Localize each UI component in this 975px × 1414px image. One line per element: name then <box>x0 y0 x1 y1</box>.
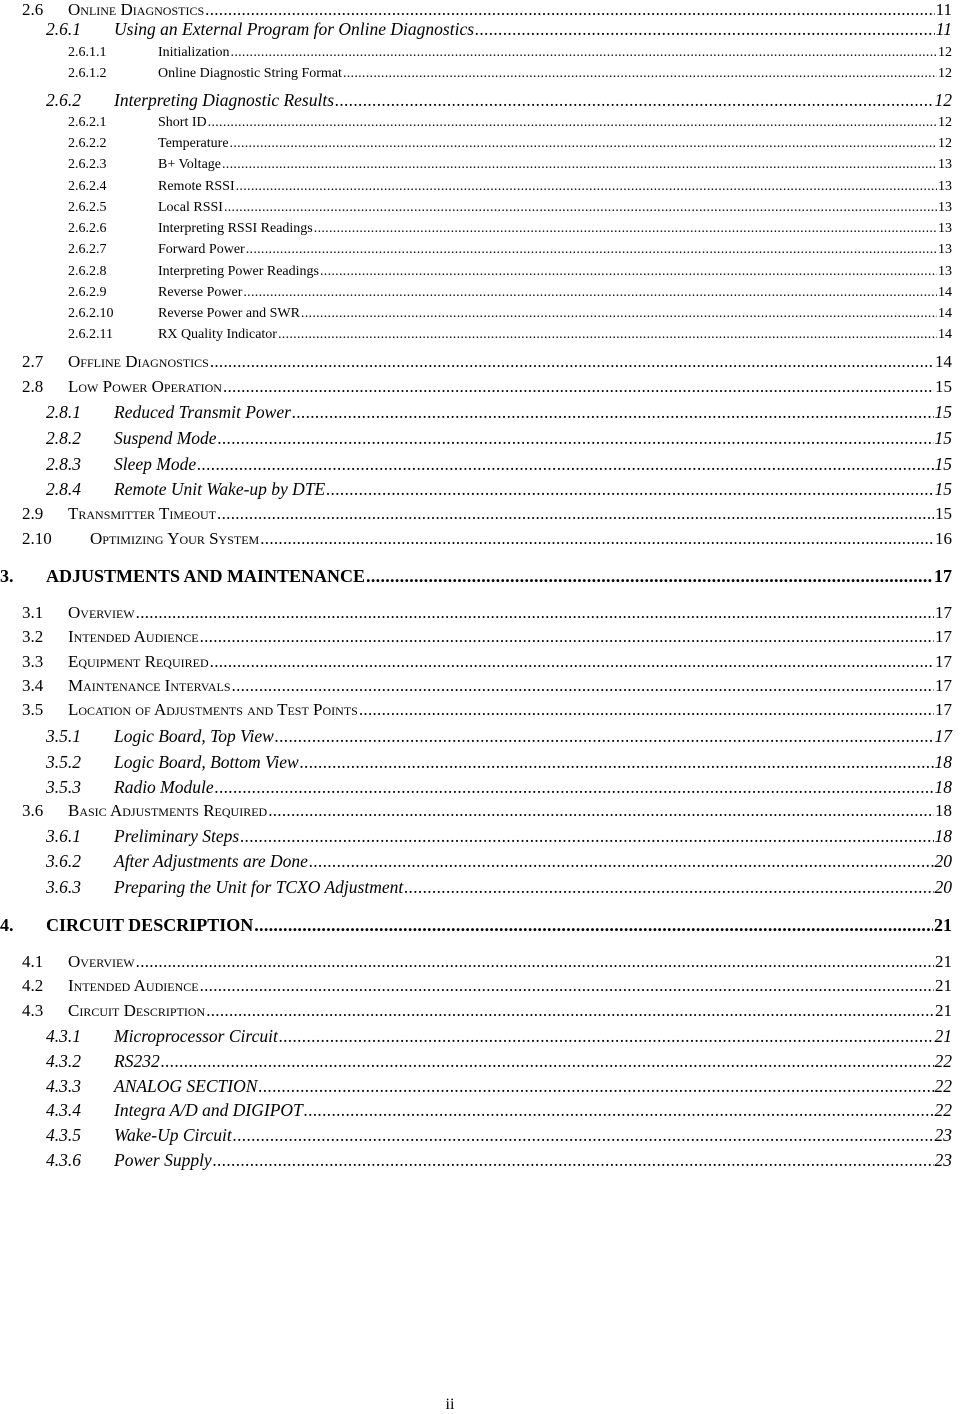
toc-entry-title: Logic Board, Bottom View <box>114 752 299 772</box>
dot-leader <box>243 285 937 301</box>
toc-entry-3-5-1[interactable] <box>46 726 952 747</box>
toc-entry-4-3-4[interactable] <box>46 1100 952 1121</box>
toc-entry-page: 13 <box>938 242 952 257</box>
toc-entry-page: 17 <box>935 676 952 695</box>
toc-entry-number: 3.6.3 <box>46 877 81 897</box>
toc-entry-page: 18 <box>934 752 952 772</box>
toc-entry-title: Maintenance Intervals <box>68 676 231 695</box>
dot-leader <box>231 45 937 61</box>
toc-entry-number: 3.5 <box>22 700 44 719</box>
toc-entry-4-3-3[interactable] <box>46 1076 952 1097</box>
toc-entry-page: 21 <box>934 915 952 935</box>
dot-leader <box>215 777 934 798</box>
dot-leader <box>222 157 937 173</box>
toc-entry-2-8-4[interactable] <box>46 479 952 500</box>
toc-entry-2-9[interactable] <box>22 504 952 524</box>
toc-entry-title: Reduced Transmit Power <box>114 402 291 422</box>
toc-entry-2-6-2-5[interactable] <box>68 200 952 216</box>
toc-entry-title: Initialization <box>158 45 230 60</box>
dot-leader <box>233 1125 934 1146</box>
toc-entry-2-6-1[interactable] <box>46 19 952 40</box>
toc-entry-3-5-3[interactable] <box>46 777 952 798</box>
toc-entry-page: 17 <box>934 726 952 746</box>
dot-leader <box>230 136 937 152</box>
toc-entry-number: 2.6.2.8 <box>68 264 107 279</box>
toc-entry-number: 2.6.1.1 <box>68 45 107 60</box>
toc-entry-4-2[interactable] <box>22 976 952 996</box>
dot-leader <box>200 627 934 647</box>
toc-entry-page: 12 <box>938 136 952 151</box>
toc-entry-number: 2.10 <box>22 529 52 548</box>
toc-entry-page: 15 <box>934 454 952 474</box>
toc-entry-4-3-6[interactable] <box>46 1150 952 1171</box>
dot-leader <box>240 826 933 847</box>
toc-entry-2-7[interactable] <box>22 352 952 372</box>
dot-leader <box>236 179 937 195</box>
toc-entry-2-6-1-2[interactable] <box>68 66 952 82</box>
toc-entry-title: Forward Power <box>158 242 245 257</box>
toc-entry-title: Basic Adjustments Required <box>68 801 268 820</box>
toc-entry-page: 11 <box>935 19 952 39</box>
toc-entry-4-3-1[interactable] <box>46 1026 952 1047</box>
toc-entry-number: 4.2 <box>22 976 44 995</box>
dot-leader <box>208 115 937 131</box>
toc-entry-number: 4.1 <box>22 952 44 971</box>
toc-entry-number: 2.6.2.2 <box>68 136 107 151</box>
dot-leader <box>320 264 937 280</box>
dot-leader <box>314 221 937 237</box>
toc-entry-page: 14 <box>938 327 952 342</box>
toc-entry-number: 2.6.2.1 <box>68 115 107 130</box>
dot-leader <box>217 504 934 524</box>
toc-entry-number: 2.6.2.4 <box>68 179 107 194</box>
dot-leader <box>326 479 933 500</box>
toc-entry-title: Sleep Mode <box>114 454 197 474</box>
toc-entry-page: 15 <box>934 428 952 448</box>
dot-leader <box>343 66 937 82</box>
toc-entry-title: Interpreting RSSI Readings <box>158 221 313 236</box>
dot-leader <box>292 402 934 423</box>
toc-entry-number: 4.3.1 <box>46 1026 81 1046</box>
dot-leader <box>300 752 934 773</box>
toc-entry-2-6-2-11[interactable] <box>68 327 952 343</box>
toc-entry-page: 18 <box>934 826 952 846</box>
toc-entry-number: 2.8.1 <box>46 402 81 422</box>
toc-entry-2-10[interactable] <box>22 529 952 549</box>
toc-entry-3-5-2[interactable] <box>46 752 952 773</box>
toc-entry-title: Interpreting Power Readings <box>158 264 319 279</box>
dot-leader <box>475 19 935 40</box>
dot-leader <box>260 529 934 549</box>
toc-entry-page: 21 <box>935 1001 952 1020</box>
toc-entry-page: 14 <box>935 352 952 371</box>
toc-entry-number: 4.3.4 <box>46 1100 81 1120</box>
toc-entry-number: 3.4 <box>22 676 44 695</box>
toc-entry-title: Integra A/D and DIGIPOT <box>114 1100 303 1120</box>
toc-entry-number: 2.8.2 <box>46 428 81 448</box>
toc-entry-title: Intended Audience <box>68 627 199 646</box>
toc-entry-number: 2.6.1 <box>46 19 81 39</box>
toc-entry-title: CIRCUIT DESCRIPTION <box>46 915 254 935</box>
toc-entry-page: 16 <box>935 529 952 548</box>
toc-entry-2-6-2-3[interactable] <box>68 157 952 173</box>
toc-entry-title: Transmitter Timeout <box>68 504 217 523</box>
toc-entry-title: Offline Diagnostics <box>68 352 209 371</box>
dot-leader <box>366 566 933 587</box>
dot-leader <box>278 327 937 343</box>
toc-entry-title: ANALOG SECTION <box>114 1076 258 1096</box>
toc-entry-3-2[interactable] <box>22 627 952 647</box>
toc-entry-page: 20 <box>934 851 952 871</box>
toc-entry-2-6-2-4[interactable] <box>68 179 952 195</box>
toc-entry-2-6-2-10[interactable] <box>68 306 952 322</box>
toc-entry-title: Overview <box>68 952 135 971</box>
toc-entry-title: Power Supply <box>114 1150 212 1170</box>
toc-entry-title: ADJUSTMENTS AND MAINTENANCE <box>46 566 366 586</box>
toc-entry-page: 20 <box>934 877 952 897</box>
toc-entry-number: 4.3 <box>22 1001 44 1020</box>
toc-entry-2-6[interactable] <box>22 0 952 20</box>
toc-entry-2-6-2-2[interactable] <box>68 136 952 152</box>
toc-entry-3-3[interactable] <box>22 652 952 672</box>
dot-leader <box>404 877 933 898</box>
toc-entry-3[interactable] <box>0 566 952 587</box>
toc-entry-number: 2.7 <box>22 352 44 371</box>
dot-leader <box>205 0 934 20</box>
toc-entry-3-6-1[interactable] <box>46 826 952 847</box>
toc-entry-title: Location of Adjustments and Test Points <box>68 700 358 719</box>
toc-entry-number: 2.6 <box>22 0 44 19</box>
toc-entry-2-6-2-8[interactable] <box>68 264 952 280</box>
toc-entry-page: 15 <box>934 479 952 499</box>
toc-entry-3-6-2[interactable] <box>46 851 952 872</box>
toc-entry-title: Short ID <box>158 115 207 130</box>
toc-entry-number: 2.8 <box>22 377 44 396</box>
dot-leader <box>246 242 937 258</box>
toc-entry-title: Wake-Up Circuit <box>114 1125 232 1145</box>
toc-entry-page: 14 <box>938 306 952 321</box>
toc-entry-number: 2.6.2.5 <box>68 200 107 215</box>
toc-entry-page: 22 <box>934 1051 952 1071</box>
toc-entry-page: 13 <box>938 157 952 172</box>
toc-entry-page: 12 <box>934 90 952 110</box>
toc-entry-page: 12 <box>938 66 952 81</box>
toc-entry-2-8[interactable] <box>22 377 952 397</box>
toc-entry-page: 18 <box>935 801 952 820</box>
dot-leader <box>268 801 934 821</box>
dot-leader <box>254 915 933 936</box>
toc-entry-number: 3.1 <box>22 603 44 622</box>
toc-entry-title: Circuit Description <box>68 1001 206 1020</box>
toc-entry-page: 21 <box>935 952 952 971</box>
dot-leader <box>258 1076 933 1097</box>
toc-entry-page: 13 <box>938 264 952 279</box>
dot-leader <box>200 976 934 996</box>
dot-leader <box>335 90 933 111</box>
toc-entry-title: Reverse Power <box>158 285 243 300</box>
toc-entry-title: Interpreting Diagnostic Results <box>114 90 335 110</box>
toc-entry-title: Remote Unit Wake-up by DTE <box>114 479 326 499</box>
toc-entry-2-6-1-1[interactable] <box>68 45 952 61</box>
toc-entry-page: 15 <box>934 402 952 422</box>
toc-entry-page: 12 <box>938 115 952 130</box>
toc-entry-number: 3.3 <box>22 652 44 671</box>
toc-entry-title: Reverse Power and SWR <box>158 306 300 321</box>
toc-entry-page: 23 <box>934 1150 952 1170</box>
toc-entry-page: 11 <box>935 0 952 19</box>
toc-entry-4[interactable] <box>0 915 952 936</box>
toc-entry-title: Equipment Required <box>68 652 209 671</box>
toc-entry-2-6-2-1[interactable] <box>68 115 952 131</box>
toc-entry-3-1[interactable] <box>22 603 952 623</box>
toc-entry-page: 15 <box>935 504 952 523</box>
toc-entry-number: 4.3.3 <box>46 1076 81 1096</box>
toc-entry-page: 22 <box>934 1076 952 1096</box>
toc-entry-2-6-2[interactable] <box>46 90 952 111</box>
dot-leader <box>309 851 934 872</box>
toc-entry-page: 15 <box>935 377 952 396</box>
toc-entry-page: 17 <box>935 652 952 671</box>
toc-entry-title: Preparing the Unit for TCXO Adjustment <box>114 877 404 897</box>
toc-entry-number: 2.8.4 <box>46 479 81 499</box>
toc-entry-page: 13 <box>938 200 952 215</box>
dot-leader <box>197 454 933 475</box>
toc-entry-title: Preliminary Steps <box>114 826 240 846</box>
toc-entry-title: Online Diagnostic String Format <box>158 66 342 81</box>
toc-entry-page: 17 <box>935 627 952 646</box>
toc-entry-title: Low Power Operation <box>68 377 222 396</box>
toc-entry-page: 13 <box>938 221 952 236</box>
toc-entry-number: 3.2 <box>22 627 44 646</box>
toc-entry-page: 13 <box>938 179 952 194</box>
toc-entry-3-6[interactable] <box>22 801 952 821</box>
toc-entry-number: 2.6.2.10 <box>68 306 114 321</box>
toc-entry-number: 2.6.2.7 <box>68 242 107 257</box>
toc-entry-title: Overview <box>68 603 135 622</box>
toc-entry-4-3-2[interactable] <box>46 1051 952 1072</box>
toc-entry-number: 2.6.1.2 <box>68 66 107 81</box>
dot-leader <box>206 1001 934 1021</box>
toc-entry-title: After Adjustments are Done <box>114 851 308 871</box>
dot-leader <box>301 306 937 322</box>
toc-entry-title: B+ Voltage <box>158 157 221 172</box>
toc-entry-title: RS232 <box>114 1051 160 1071</box>
toc-entry-number: 3.6 <box>22 801 44 820</box>
toc-entry-title: Local RSSI <box>158 200 223 215</box>
toc-entry-title: Using an External Program for Online Diagnostics <box>114 19 475 39</box>
dot-leader <box>232 676 934 696</box>
dot-leader <box>213 1150 934 1171</box>
toc-entry-title: Microprocessor Circuit <box>114 1026 278 1046</box>
toc-entry-title: Logic Board, Top View <box>114 726 274 746</box>
toc-entry-title: Temperature <box>158 136 229 151</box>
toc-entry-number: 3.6.1 <box>46 826 81 846</box>
dot-leader <box>275 726 934 747</box>
dot-leader <box>279 1026 934 1047</box>
toc-entry-number: 2.6.2.6 <box>68 221 107 236</box>
toc-entry-number: 3.5.3 <box>46 777 81 797</box>
toc-entry-number: 2.6.2.11 <box>68 327 113 342</box>
toc-entry-2-6-2-7[interactable] <box>68 242 952 258</box>
toc-entry-3-4[interactable] <box>22 676 952 696</box>
dot-leader <box>359 700 934 720</box>
toc-entry-number: 2.6.2 <box>46 90 81 110</box>
dot-leader <box>210 352 934 372</box>
toc-entry-number: 3.5.1 <box>46 726 81 746</box>
toc-entry-title: RX Quality Indicator <box>158 327 277 342</box>
dot-leader <box>223 377 934 397</box>
toc-entry-number: 2.6.2.3 <box>68 157 107 172</box>
toc-entry-page: 21 <box>934 1026 952 1046</box>
toc-entry-page: 17 <box>934 566 952 586</box>
toc-entry-number: 2.9 <box>22 504 44 523</box>
toc-entry-page: 21 <box>935 976 952 995</box>
toc-entry-number: 2.8.3 <box>46 454 81 474</box>
toc-entry-title: Radio Module <box>114 777 214 797</box>
toc-entry-4-1[interactable] <box>22 952 952 972</box>
toc-entry-2-6-2-9[interactable] <box>68 285 952 301</box>
toc-entry-page: 17 <box>935 700 952 719</box>
toc-entry-4-3-5[interactable] <box>46 1125 952 1146</box>
page-number: ii <box>445 1396 455 1413</box>
toc-entry-number: 4.3.5 <box>46 1125 81 1145</box>
dot-leader <box>136 603 934 623</box>
toc-entry-title: Remote RSSI <box>158 179 235 194</box>
toc-entry-2-8-3[interactable] <box>46 454 952 475</box>
toc-entry-number: 3.5.2 <box>46 752 81 772</box>
dot-leader <box>218 428 934 449</box>
toc-entry-page: 14 <box>938 285 952 300</box>
toc-entry-number: 4. <box>0 915 14 935</box>
toc-entry-number: 2.6.2.9 <box>68 285 107 300</box>
toc-entry-2-6-2-6[interactable] <box>68 221 952 237</box>
dot-leader <box>136 952 934 972</box>
toc-entry-number: 3. <box>0 566 14 586</box>
toc-entry-number: 4.3.2 <box>46 1051 81 1071</box>
toc-entry-2-8-2[interactable] <box>46 428 952 449</box>
toc-entry-title: Online Diagnostics <box>68 0 205 19</box>
dot-leader <box>210 652 934 672</box>
toc-entry-page: 18 <box>934 777 952 797</box>
toc-entry-number: 3.6.2 <box>46 851 81 871</box>
toc-entry-title: Suspend Mode <box>114 428 217 448</box>
toc-entry-2-8-1[interactable] <box>46 402 952 423</box>
dot-leader <box>224 200 937 216</box>
toc-entry-number: 4.3.6 <box>46 1150 81 1170</box>
toc-entry-4-3[interactable] <box>22 1001 952 1021</box>
dot-leader <box>304 1100 934 1121</box>
toc-entry-page: 12 <box>938 45 952 60</box>
toc-entry-3-6-3[interactable] <box>46 877 952 898</box>
toc-entry-page: 17 <box>935 603 952 622</box>
toc-entry-page: 23 <box>934 1125 952 1145</box>
toc-entry-title: Optimizing Your System <box>90 529 260 548</box>
dot-leader <box>161 1051 934 1072</box>
toc-entry-title: Intended Audience <box>68 976 199 995</box>
toc-entry-3-5[interactable] <box>22 700 952 720</box>
toc-entry-page: 22 <box>934 1100 952 1120</box>
